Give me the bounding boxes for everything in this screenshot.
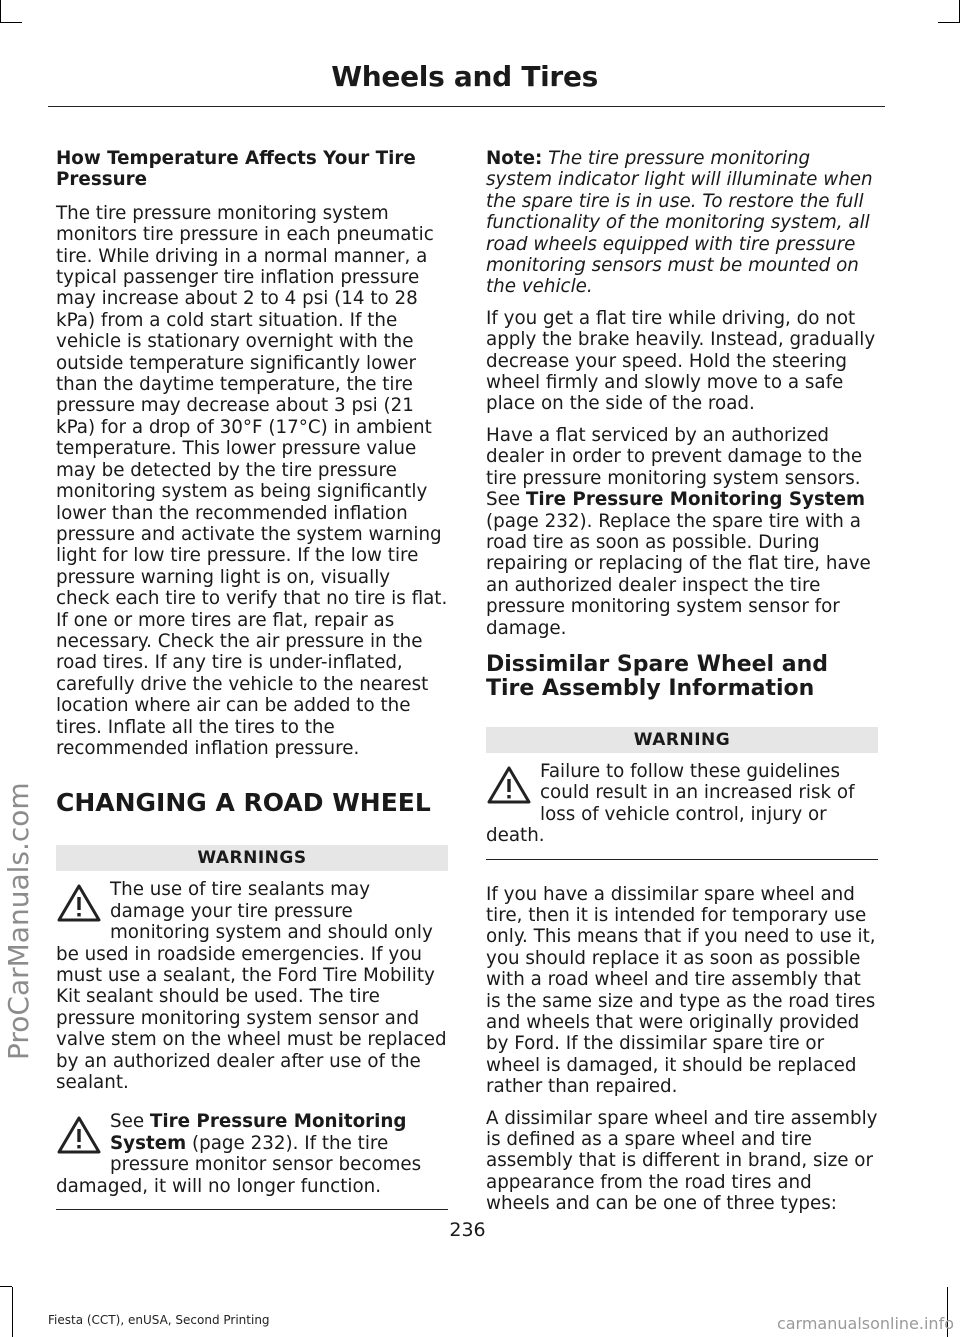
right-column: [486, 148, 878, 1225]
note-label: Note:: [486, 148, 543, 169]
warning-text: See: [110, 1111, 150, 1133]
warning-divider: [486, 859, 878, 860]
site-watermark: carmanualsonline.info: [776, 1314, 954, 1333]
cross-reference-link[interactable]: Tire Pressure Monitoring System: [110, 1111, 407, 1154]
note-text: The tire pressure monitoring system indicator light will illuminate when the spare tire is in use. To restore the full functionality of the monitoring system, all road wheels equipped with tire pressure monitoring sensors must be mounted on the vehicle.: [486, 148, 873, 298]
paragraph-dissimilar-2: A dissimilar spare wheel and tire assembly is defined as a spare wheel and tire assembly that is different in brand, size or appearance from the road tires and wheels and can be one of three types:: [486, 1107, 878, 1215]
page-number: 236: [449, 1219, 486, 1241]
crop-mark: [12, 1287, 13, 1337]
cross-reference-link[interactable]: Tire Pressure Monitoring System: [525, 489, 866, 511]
page-title: Wheels and Tires: [331, 60, 598, 93]
section-heading: Dissimilar Spare Wheel and Tire Assembly Information: [486, 651, 828, 701]
warning-item: [486, 761, 878, 847]
paragraph-temperature: The tire pressure monitoring system monitors tire pressure in each pneumatic tire. While driving in a normal manner, a typical passenger tire inflation pressure may increase about 2 to 4 psi (14 to 28 kPa) from a cold start situation. If the vehicle is stationary overnight with the outside temperature significantly lower than the daytime temperature, the tire pressure may decrease about 3 psi (21 kPa) for a drop of 30°F (17°C) in ambient temperature. This lower pressure value may be detected by the tire pressure monitoring system as being significantly lower than the recommended inflation pressure and activate the system warning light for low tire pressure. If the low tire pressure warning light is on, visually check each tire to verify that no tire is flat. If one or more tires are flat, repair as necessary. Check the air pressure in the road tires. If any tire is under-inflated, carefully drive the vehicle to the nearest location where air can be added to the tires. Inflate all the tires to the recommended inflation pressure.: [56, 202, 448, 759]
left-column: [56, 148, 448, 1228]
warning-text: Failure to follow these guidelines could result in an increased risk of loss of vehicle control, injury or death.: [486, 760, 855, 847]
paragraph-text: Have a flat serviced by an authorized dealer in order to prevent damage to the tire pressure monitoring system sensors. See: [486, 424, 863, 511]
warning-triangle-icon: [56, 883, 102, 923]
edition-footer: Fiesta (CCT), enUSA, Second Printing: [48, 1313, 270, 1327]
crop-mark: [0, 0, 1, 22]
crop-mark: [938, 22, 960, 23]
warning-item: [56, 879, 448, 1093]
paragraph-flat-tire: If you get a flat tire while driving, do not apply the brake heavily. Instead, gradually decrease your speed. Hold the steering wheel firmly and slowly move to a safe place on the side of the road.: [486, 307, 876, 415]
paragraph-service: [486, 425, 878, 639]
side-watermark: ProCarManuals.com: [2, 782, 35, 1060]
warnings-header: WARNINGS: [56, 845, 448, 871]
warning-divider: [56, 1209, 448, 1210]
warning-triangle-icon: [486, 765, 532, 805]
crop-mark: [0, 1286, 12, 1287]
section-title: CHANGING A ROAD WHEEL: [56, 788, 431, 818]
paragraph-dissimilar-1: If you have a dissimilar spare wheel and tire, then it is intended for temporary use only. This means that if you need to use it, you should replace it as soon as possible with a road wheel and tire assembly that is the same size and type as the road tires and wheels that were originally provided by Ford. If the dissimilar spare tire or wheel is damaged, it should be replaced rather than repaired.: [486, 883, 876, 1098]
crop-mark: [0, 22, 22, 23]
warning-text: (page 232). If the tire pressure monitor sensor becomes damaged, it will no longer function.: [56, 1132, 422, 1197]
subheading-temperature: How Temperature Affects Your Tire Pressure: [56, 148, 416, 191]
paragraph-text: (page 232). Replace the spare tire with a road tire as soon as possible. During repairing or replacing of the flat tire, have an authorized dealer inspect the tire pressure monitoring system sensor for damage.: [486, 510, 871, 639]
header-rule: [48, 106, 885, 107]
warning-item: [56, 1111, 448, 1197]
warning-header: WARNING: [486, 727, 878, 753]
warning-text: The use of tire sealants may damage your tire pressure monitoring system and should only be used in roadside emergencies. If you must use a sealant, the Ford Tire Mobility Kit sealant should be used. The tire pressure monitoring system sensor and valve stem on the wheel must be replaced by an authorized dealer after use of the sealant.: [56, 879, 447, 1094]
warning-triangle-icon: [56, 1115, 102, 1155]
note: [486, 148, 878, 298]
